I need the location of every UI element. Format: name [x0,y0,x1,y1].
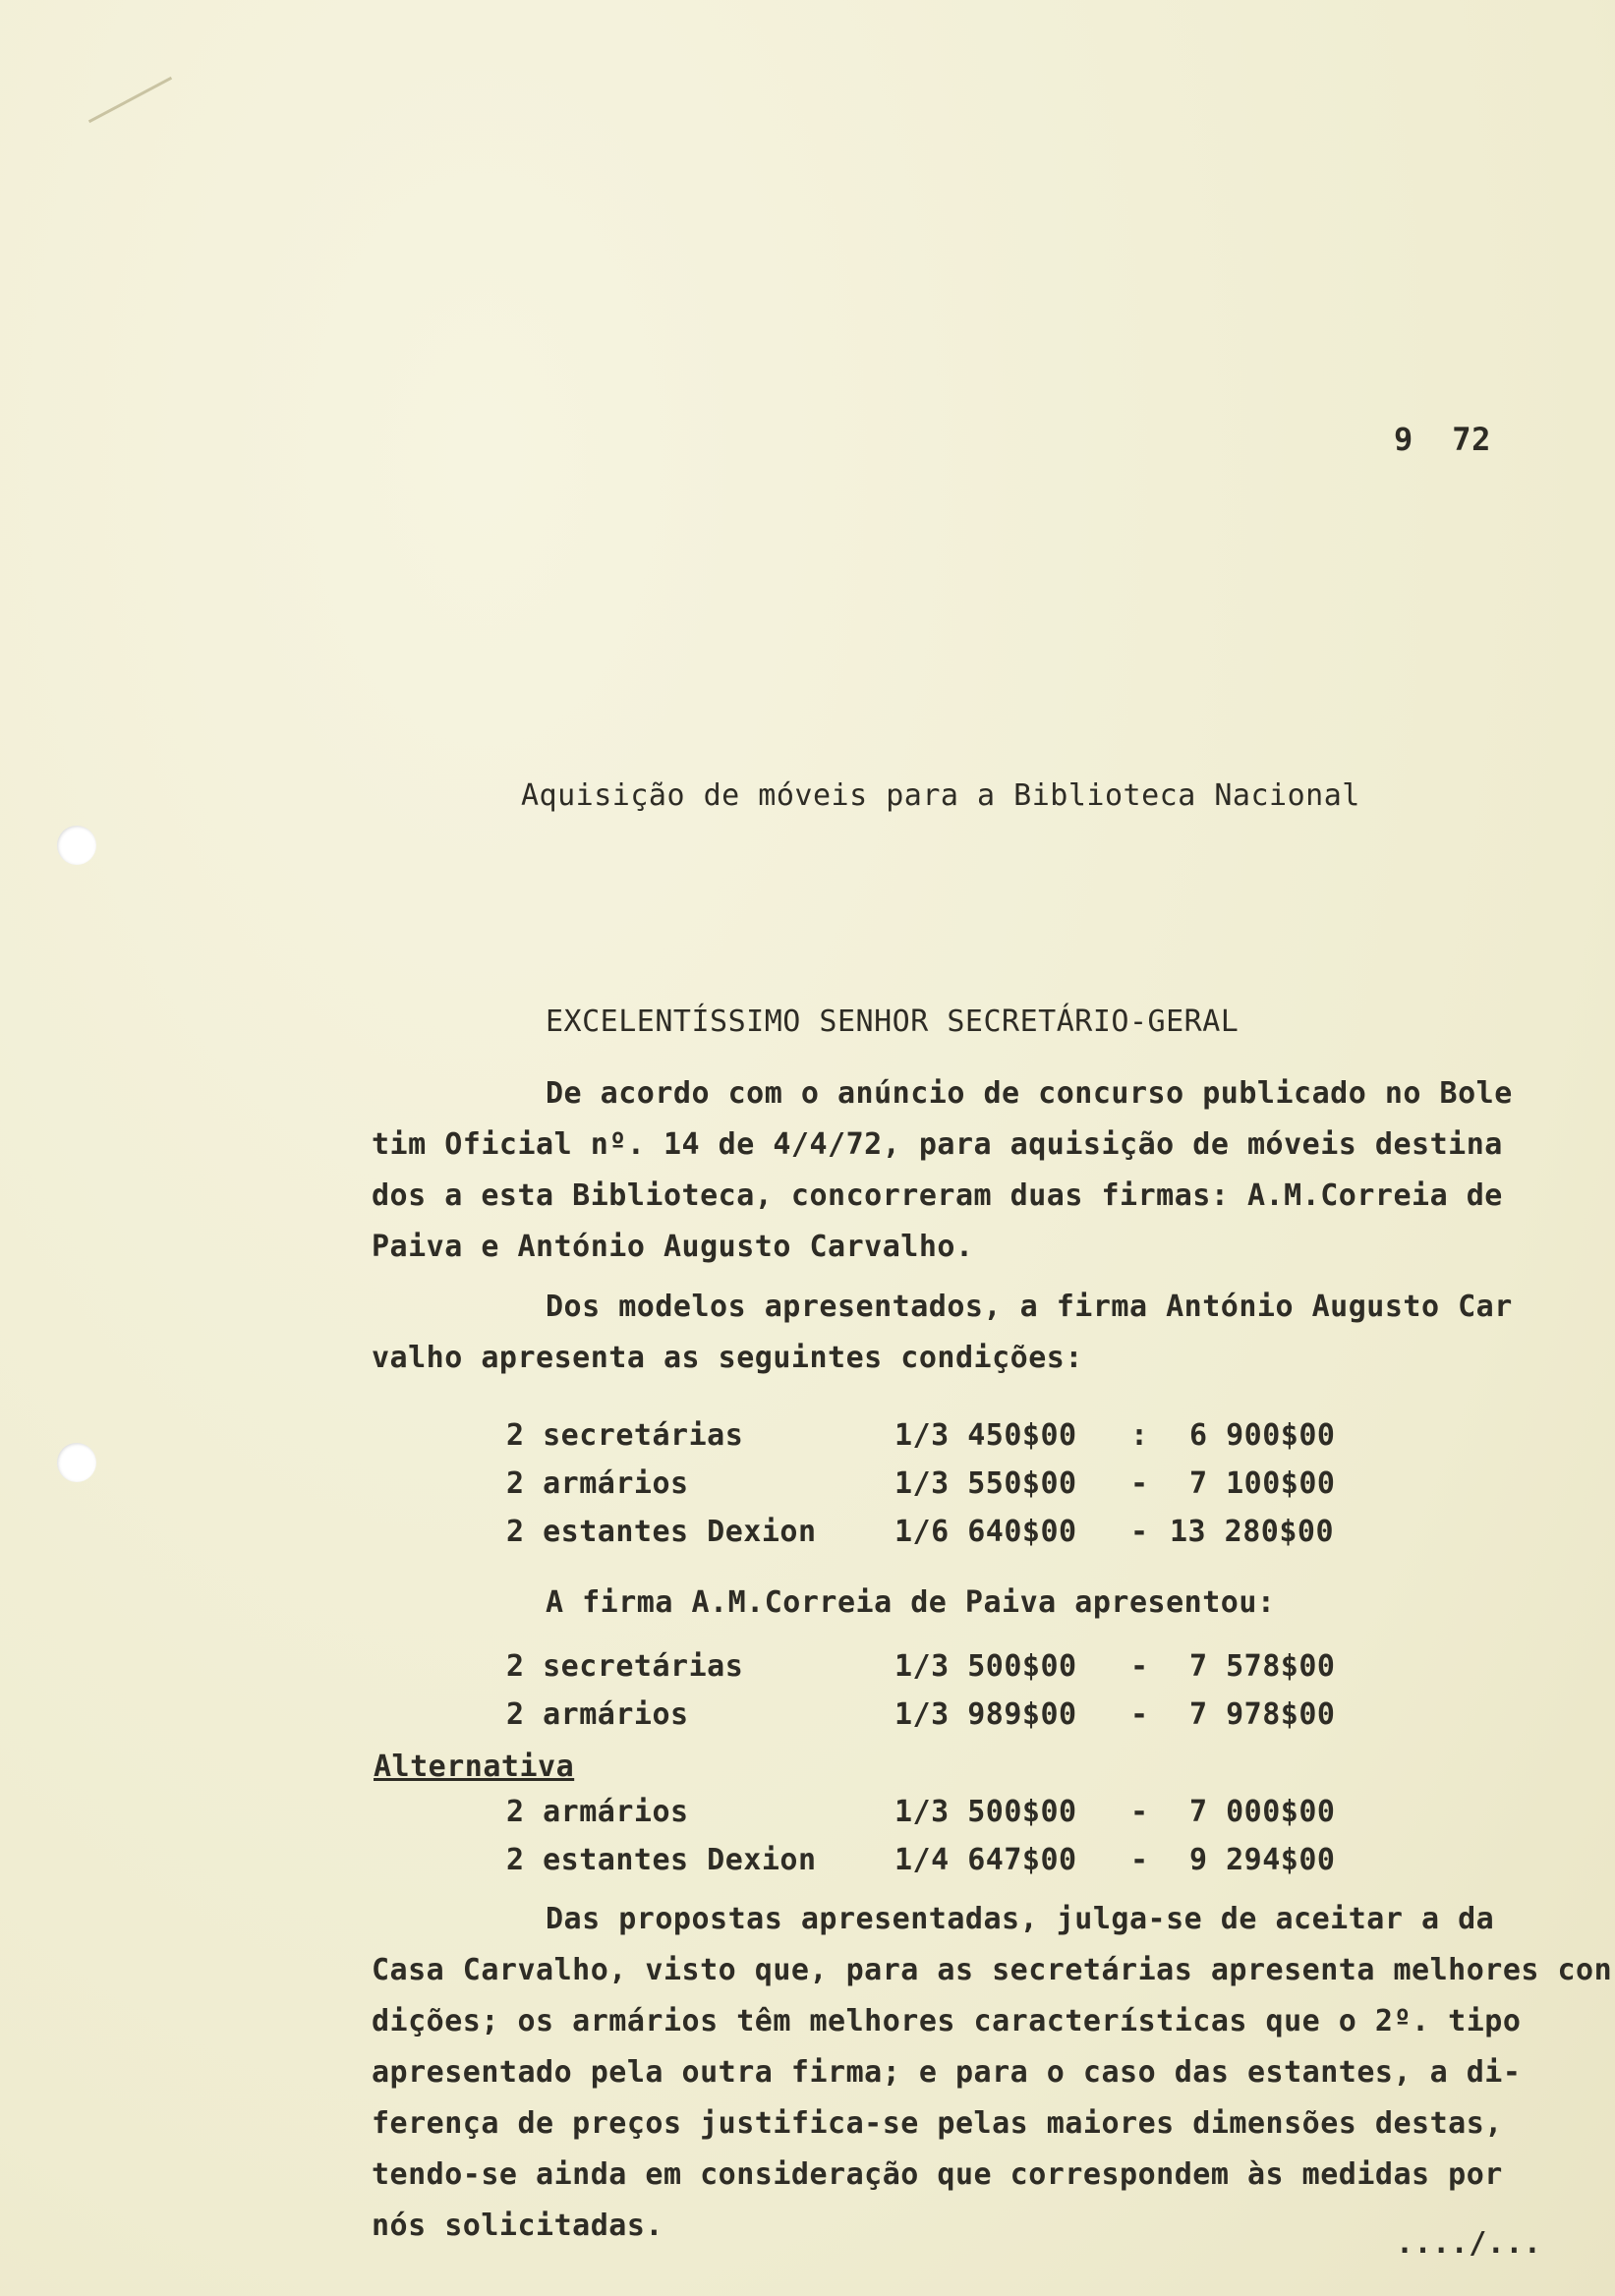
table-unit-price: 1/3 550$00 [894,1466,1077,1501]
table-separator: - [1130,1466,1149,1501]
p4-line: Das propostas apresentadas, julga-se de aceitar a da [546,1902,1495,1936]
p1-line: De acordo com o anúncio de concurso publicado no Bole [546,1076,1513,1111]
alternativa-heading: Alternativa [374,1750,575,1784]
table-item: 2 armários [506,1466,689,1501]
punch-hole-top [57,826,96,865]
p4-line: apresentado pela outra firma; e para o caso das estantes, a di- [372,2055,1522,2090]
p1-line: Paiva e António Augusto Carvalho. [372,1230,974,1264]
table-separator: - [1130,1843,1149,1877]
table-separator: - [1130,1697,1149,1732]
table-separator: - [1130,1649,1149,1684]
table-separator: - [1130,1515,1149,1549]
table-unit-price: 1/3 989$00 [894,1697,1077,1732]
paper-crease [88,77,172,123]
p1-line: dos a esta Biblioteca, concorreram duas firmas: A.M.Correia de [372,1178,1503,1213]
p2-line: Dos modelos apresentados, a firma António Augusto Car [546,1290,1513,1324]
salutation: EXCELENTÍSSIMO SENHOR SECRETÁRIO-GERAL [546,1004,1240,1039]
p4-line: tendo-se ainda em consideração que correspondem às medidas por [372,2157,1503,2192]
p4-line: ferença de preços justifica-se pelas maiores dimensões destas, [372,2106,1503,2141]
table-item: 2 armários [506,1795,689,1829]
table-unit-price: 1/6 640$00 [894,1515,1077,1549]
table-item: 2 secretárias [506,1649,744,1684]
table-total: 13 280$00 [1170,1515,1335,1549]
p4-line: nós solicitadas. [372,2209,663,2243]
p4-line: dições; os armários têm melhores características que o 2º. tipo [372,2004,1522,2038]
table-unit-price: 1/4 647$00 [894,1843,1077,1877]
paragraph-3: A firma A.M.Correia de Paiva apresentou: [546,1585,1276,1620]
table-total: 7 978$00 [1189,1697,1336,1732]
table-total: 7 578$00 [1189,1649,1336,1684]
document-reference: 9 72 [1394,421,1491,458]
continuation-mark: ..../... [1396,2226,1542,2261]
table-total: 7 000$00 [1189,1795,1336,1829]
table-unit-price: 1/3 500$00 [894,1795,1077,1829]
table-item: 2 estantes Dexion [506,1515,817,1549]
table-item: 2 armários [506,1697,689,1732]
table-separator: - [1130,1795,1149,1829]
table-unit-price: 1/3 500$00 [894,1649,1077,1684]
table-total: 7 100$00 [1189,1466,1336,1501]
table-separator: : [1130,1418,1149,1453]
table-total: 9 294$00 [1189,1843,1336,1877]
table-item: 2 estantes Dexion [506,1843,817,1877]
punch-hole-bottom [57,1443,96,1482]
p4-line: Casa Carvalho, visto que, para as secretárias apresenta melhores con [372,1953,1613,1987]
document-title: Aquisição de móveis para a Biblioteca Nacional [521,778,1360,813]
table-unit-price: 1/3 450$00 [894,1418,1077,1453]
p2-line: valho apresenta as seguintes condições: [372,1341,1083,1375]
table-total: 6 900$00 [1189,1418,1336,1453]
table-item: 2 secretárias [506,1418,744,1453]
p1-line: tim Oficial nº. 14 de 4/4/72, para aquisição de móveis destina [372,1127,1503,1162]
